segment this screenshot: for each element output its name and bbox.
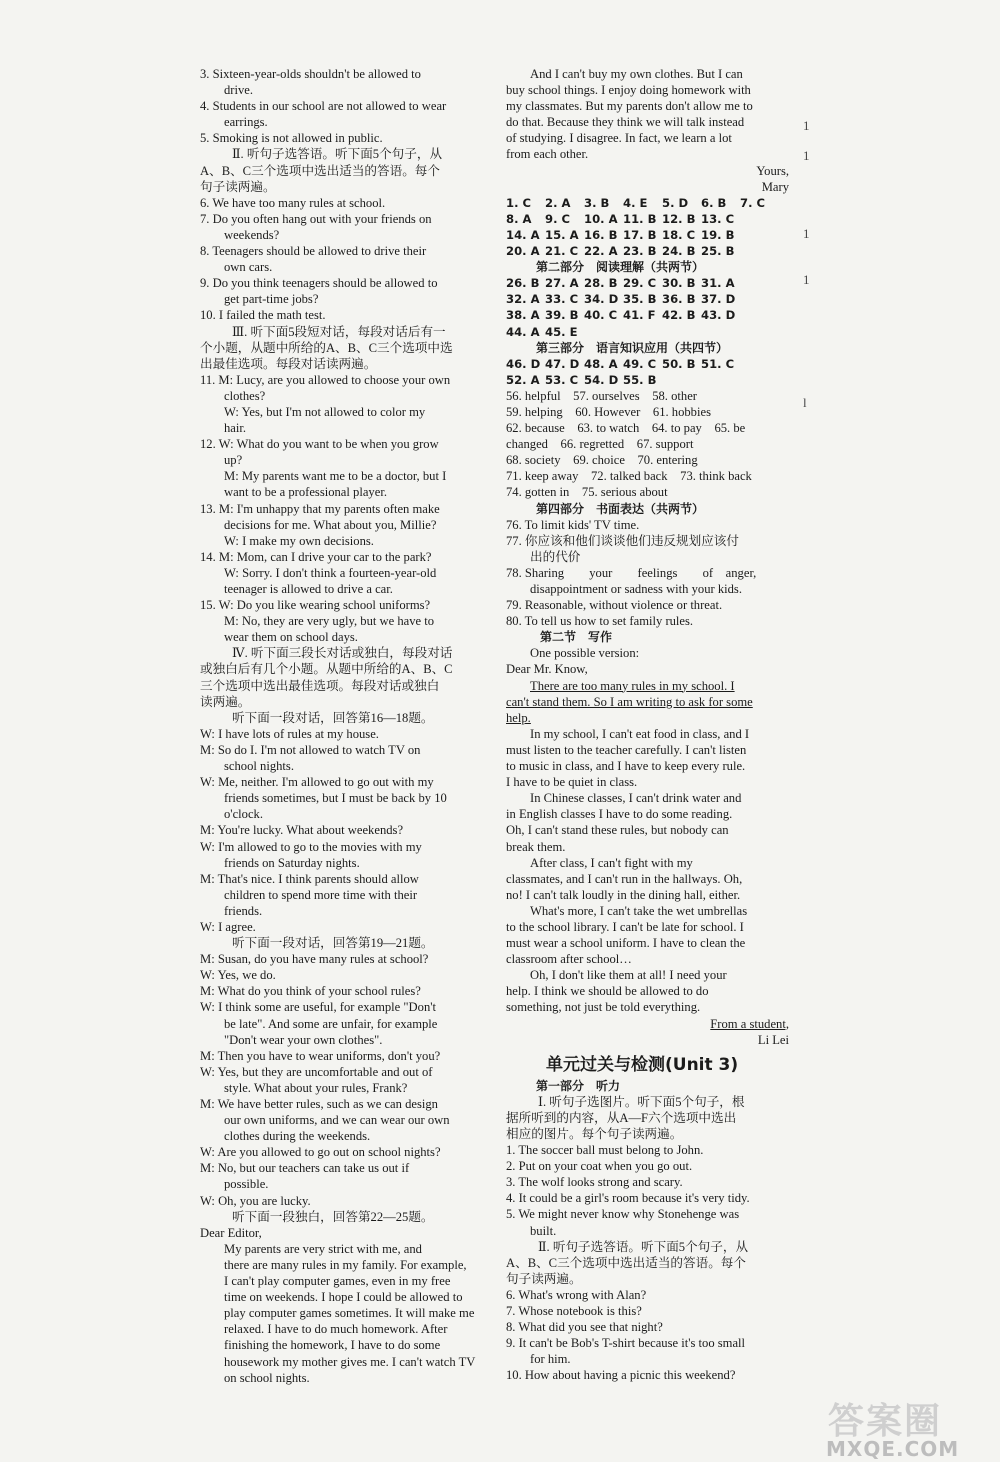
- text-line: W: Oh, you are lucky.: [200, 1193, 311, 1208]
- answer-cell: [740, 211, 779, 227]
- essay-line: I have to be quiet in class.: [506, 775, 638, 790]
- essay-line: must wear a school uniform. I have to clean the: [506, 936, 746, 951]
- text-line: clothes during the weekends.: [224, 1129, 371, 1144]
- answer-cell: 5. D: [662, 195, 689, 210]
- text-line: W: I'm allowed to go to the movies with my: [200, 839, 422, 854]
- text-line: 11. M: Lucy, are you allowed to choose your own: [200, 372, 451, 387]
- text-line: 1. The soccer ball must belong to John.: [506, 1143, 704, 1158]
- text-line: for him.: [530, 1352, 571, 1367]
- text-line: M: That's nice. I think parents should allow: [200, 871, 419, 886]
- answer-cell: 48. A: [584, 356, 618, 371]
- essay-line: in English classes I have to do some reading.: [506, 807, 733, 822]
- text-line: Yours,: [756, 163, 789, 178]
- answer-cell: [740, 372, 779, 388]
- answer-cell: [701, 324, 740, 340]
- answers-part1: [506, 195, 789, 259]
- text-line: o'clock.: [224, 807, 263, 822]
- answer-cell: 14. A: [506, 227, 540, 242]
- text-line: M: Susan, do you have many rules at school?: [200, 952, 429, 967]
- answer-row: [506, 195, 789, 211]
- text-line: M: So do I. I'm not allowed to watch TV on: [200, 742, 421, 757]
- answer-row: [506, 227, 789, 243]
- essay-line: Oh, I can't stand these rules, but nobody can: [506, 823, 729, 838]
- text-line: earrings.: [224, 115, 268, 130]
- essay-line: to the school library. I can't be late for school. I: [506, 919, 744, 934]
- text-line: W: I make my own decisions.: [224, 533, 374, 548]
- text-line: A、B、C三个选项中选出适当的答语。每个: [506, 1255, 746, 1270]
- text-line: friends sometimes, but I must be back by 10: [224, 791, 447, 806]
- answer-cell: 27. A: [545, 276, 579, 291]
- text-line: 6. What's wrong with Alan?: [506, 1287, 647, 1302]
- text-line: teenager is allowed to drive a car.: [224, 582, 393, 596]
- answer-cell: 8. A: [506, 211, 532, 226]
- text-line: Ⅳ. 听下面三段长对话或独白，每段对话: [232, 646, 453, 661]
- text-line: from each other.: [506, 147, 589, 162]
- answer-cell: 15. A: [545, 227, 579, 242]
- answer-cell: 47. D: [545, 356, 580, 371]
- text-line: M: What do you think of your school rules?: [200, 984, 421, 999]
- text-line: 4. Students in our school are not allowed to wear: [200, 99, 447, 114]
- text-line: my classmates. But my parents don't allow me to: [506, 99, 753, 114]
- part3-title: 第三部分 语言知识应用（共四节）: [536, 340, 729, 355]
- text-line: W: I agree.: [200, 919, 256, 934]
- text-line: "Don't wear your own clothes".: [224, 1032, 383, 1047]
- text-line: W: Yes, we do.: [200, 968, 276, 983]
- text-line: up?: [224, 453, 243, 468]
- answer-row: [506, 243, 789, 259]
- answer-row: [506, 324, 789, 340]
- text-line: 8. What did you see that night?: [506, 1320, 663, 1335]
- essay-line: In Chinese classes, I can't drink water and: [530, 791, 742, 806]
- text-line: 4. It could be a girl's room because it's very tidy.: [506, 1191, 750, 1206]
- unit-lines: [506, 1094, 789, 1384]
- answer-cell: 16. B: [584, 227, 618, 242]
- text-line: W: I have lots of rules at my house.: [200, 726, 379, 741]
- text-line: 读两遍。: [200, 694, 251, 709]
- text-line: 10. How about having a picnic this weekend?: [506, 1368, 736, 1383]
- text-line: friends on Saturday nights.: [224, 855, 360, 870]
- text-line: weekends?: [224, 227, 280, 242]
- text-line: 12. W: What do you want to be when you grow: [200, 437, 439, 452]
- text-line: on school nights.: [224, 1370, 310, 1385]
- text-line: housework my mother gives me. I can't watch TV: [224, 1354, 476, 1369]
- answer-cell: 12. B: [662, 211, 696, 226]
- text-line: 听下面一段独白，回答第22—25题。: [232, 1209, 434, 1224]
- page-edge-mark: 1: [803, 226, 810, 241]
- text-line: Ⅱ. 听句子选答语。听下面5个句子，从: [538, 1239, 749, 1254]
- text-line: M: No, they are very ugly, but we have to: [224, 614, 435, 629]
- answer-line: 68. society 69. choice 70. entering: [506, 453, 698, 468]
- answer-row: [506, 291, 789, 307]
- answer-cell: 9. C: [545, 211, 571, 226]
- text-line: school nights.: [224, 759, 294, 774]
- text-line: M: You're lucky. What about weekends?: [200, 823, 404, 838]
- text-line: own cars.: [224, 260, 273, 275]
- answer-cell: [662, 324, 701, 340]
- essay-line: to music in class, and I have to keep every rule.: [506, 759, 746, 774]
- page-edge-mark: 1: [803, 148, 810, 163]
- answer-cell: 23. B: [623, 244, 657, 259]
- text-line: be late". And some are unfair, for example: [224, 1016, 438, 1031]
- answer-cell: 33. C: [545, 292, 579, 307]
- text-line: I can't play computer games, even in my free: [224, 1274, 451, 1289]
- essay-line: classmates, and I can't run in the hallways. Oh,: [506, 871, 743, 886]
- answer-cell: 34. D: [584, 292, 619, 307]
- answer-line: 77. 你应该和他们谈谈他们违反规划应该付: [506, 533, 739, 548]
- essay-line: help. I think we should be allowed to do: [506, 984, 709, 999]
- text-line: 或独白后有几个小题。从题中所给的A、B、C: [200, 662, 453, 677]
- answer-cell: [662, 372, 701, 388]
- essay-line: From a student,: [710, 1016, 789, 1031]
- text-line: 15. W: Do you like wearing school uniforms?: [200, 598, 431, 613]
- text-line: M: We have better rules, such as we can design: [200, 1097, 438, 1111]
- answer-cell: 6. B: [701, 195, 727, 210]
- text-line: there are many rules in my family. For example,: [224, 1257, 467, 1272]
- answer-cell: 53. C: [545, 372, 579, 387]
- text-line: 出最佳选项。每段对话读两遍。: [200, 356, 377, 371]
- answer-cell: 3. B: [584, 195, 610, 210]
- text-line: M: No, but our teachers can take us out if: [200, 1161, 410, 1176]
- answer-cell: 4. E: [623, 195, 648, 210]
- text-line: friends.: [224, 903, 263, 918]
- text-line: W: I think some are useful, for example "Don't: [200, 1000, 437, 1015]
- text-line: A、B、C三个选项中选出适当的答语。每个: [200, 163, 440, 178]
- answer-cell: 29. C: [623, 276, 657, 291]
- text-line: of studying. I disagree. In fact, we learn a lot: [506, 131, 732, 146]
- answer-cell: 46. D: [506, 356, 541, 371]
- answer-cell: 37. D: [701, 292, 736, 307]
- text-line: M: My parents want me to be a doctor, but I: [224, 469, 447, 484]
- answer-cell: 32. A: [506, 292, 540, 307]
- text-line: get part-time jobs?: [224, 292, 319, 307]
- answer-line: 71. keep away 72. talked back 73. think back: [506, 469, 752, 484]
- essay-line: Dear Mr. Know,: [506, 662, 588, 677]
- answer-cell: 2. A: [545, 195, 571, 210]
- text-line: 句子读两遍。: [506, 1271, 582, 1286]
- answer-cell: 1. C: [506, 195, 532, 210]
- answer-cell: 24. B: [662, 244, 696, 259]
- answer-cell: 11. B: [623, 211, 657, 226]
- text-line: 相应的图片。每个句子读两遍。: [506, 1127, 683, 1141]
- answer-cell: 50. B: [662, 356, 696, 371]
- answer-cell: [740, 291, 779, 307]
- text-line: 6. We have too many rules at school.: [200, 195, 386, 210]
- watermark-logo: 答案圈: [828, 1401, 943, 1442]
- essay-line: no! I can't talk loudly in the dining hall, either.: [506, 887, 741, 902]
- answer-cell: 19. B: [701, 227, 735, 242]
- answer-cell: 10. A: [584, 211, 618, 226]
- answer-cell: [701, 372, 740, 388]
- text-line: And I can't buy my own clothes. But I can: [530, 67, 743, 81]
- text-line: My parents are very strict with me, and: [224, 1241, 422, 1256]
- answer-cell: 35. B: [623, 292, 657, 307]
- text-line: 5. We might never know why Stonehenge was: [506, 1207, 740, 1222]
- answer-cell: 22. A: [584, 244, 618, 259]
- essay-line: can't stand them. So I am writing to ask for some: [506, 694, 753, 709]
- text-line: 听下面一段对话，回答第16—18题。: [232, 710, 434, 725]
- essay-line: One possible version:: [530, 646, 640, 661]
- part4-lines: [506, 517, 789, 630]
- page-edge-mark: l: [803, 395, 807, 410]
- part4-title: 第四部分 书面表达（共两节）: [536, 501, 705, 516]
- answer-cell: 13. C: [701, 211, 735, 226]
- unit-title: 单元过关与检测(Unit 3): [546, 1054, 739, 1075]
- answer-cell: 18. C: [662, 227, 696, 242]
- text-line: 三个选项中选出最佳选项。每段对话或独白: [200, 678, 440, 693]
- text-line: 3. Sixteen-year-olds shouldn't be allowed to: [200, 67, 421, 81]
- essay-line: help.: [506, 710, 531, 725]
- answer-row: [506, 356, 789, 372]
- answers-part3: [506, 356, 789, 388]
- answer-line: 出的代价: [530, 549, 581, 564]
- section2-title: 第二节 写作: [540, 630, 613, 645]
- text-line: 9. Do you think teenagers should be allowed to: [200, 276, 438, 291]
- part3-lines: [506, 388, 789, 501]
- answer-cell: 39. B: [545, 308, 579, 323]
- text-line: 8. Teenagers should be allowed to drive their: [200, 244, 427, 259]
- answer-cell: [740, 307, 779, 323]
- answer-line: 74. gotten in 75. serious about: [506, 485, 668, 500]
- text-line: children to spend more time with their: [224, 887, 418, 902]
- page-edge-mark: 1: [803, 118, 810, 133]
- answer-cell: 20. A: [506, 244, 540, 259]
- text-line: clothes?: [224, 388, 266, 403]
- text-line: 14. M: Mom, can I drive your car to the park?: [200, 549, 432, 564]
- watermark-url: MXQE.COM: [826, 1437, 960, 1461]
- answer-line: 62. because 63. to watch 64. to pay 65. be: [506, 421, 746, 436]
- text-line: finishing the homework, I have to do some: [224, 1338, 441, 1353]
- answer-row: [506, 307, 789, 323]
- essay-line: Oh, I don't like them at all! I need your: [530, 968, 727, 983]
- text-line: do that. Because they think we will talk instead: [506, 115, 745, 130]
- text-line: Mary: [761, 179, 789, 194]
- text-line: Dear Editor,: [200, 1225, 262, 1240]
- answers-part2: [506, 275, 789, 339]
- answer-cell: 55. B: [623, 372, 657, 387]
- text-line: W: Sorry. I don't think a fourteen-year-old: [224, 565, 437, 580]
- left-column: [200, 66, 490, 1386]
- answer-line: 79. Reasonable, without violence or threat.: [506, 598, 723, 613]
- essay-line: In my school, I can't eat food in class, and I: [530, 726, 750, 741]
- part2-title: 第二部分 阅读理解（共两节）: [536, 260, 705, 275]
- essay-line: break them.: [506, 839, 566, 854]
- answer-cell: 41. F: [623, 308, 656, 323]
- essay-line: Li Lei: [757, 1032, 789, 1047]
- text-line: our own uniforms, and we can wear our own: [224, 1113, 450, 1128]
- answer-cell: 38. A: [506, 308, 540, 323]
- unit-part1-title: 第一部分 听力: [536, 1078, 621, 1093]
- text-line: 9. It can't be Bob's T-shirt because it's too small: [506, 1336, 746, 1351]
- text-line: W: Me, neither. I'm allowed to go out with my: [200, 775, 434, 790]
- answer-row: [506, 211, 789, 227]
- answer-cell: 45. E: [545, 324, 578, 339]
- text-line: 13. M: I'm unhappy that my parents often make: [200, 501, 440, 516]
- text-line: drive.: [224, 83, 254, 98]
- text-line: 7. Whose notebook is this?: [506, 1304, 642, 1319]
- answer-cell: [740, 356, 779, 372]
- text-line: Ⅰ. 听句子选图片。听下面5个句子，根: [538, 1094, 745, 1109]
- answer-cell: [740, 324, 779, 340]
- answer-cell: 43. D: [701, 308, 736, 323]
- text-line: W: Are you allowed to go out on school nights?: [200, 1145, 441, 1160]
- letter-ending: [506, 66, 789, 195]
- text-line: 听下面一段对话，回答第19—21题。: [232, 936, 434, 951]
- answer-cell: 30. B: [662, 276, 696, 291]
- answer-cell: 36. B: [662, 292, 696, 307]
- answer-cell: 26. B: [506, 276, 540, 291]
- answer-cell: 52. A: [506, 372, 540, 387]
- answer-cell: [584, 324, 623, 340]
- answer-cell: [740, 227, 779, 243]
- text-line: 10. I failed the math test.: [200, 308, 326, 323]
- answer-cell: 25. B: [701, 244, 735, 259]
- text-line: 个小题，从题中所给的A、B、C三个选项中选: [200, 340, 453, 355]
- text-line: hair.: [224, 421, 247, 436]
- answer-line: 76. To limit kids' TV time.: [506, 517, 640, 532]
- answer-row: [506, 275, 789, 291]
- essay: [506, 645, 789, 1047]
- answer-cell: [740, 275, 779, 291]
- answer-cell: [623, 324, 662, 340]
- answer-cell: 17. B: [623, 227, 657, 242]
- answer-cell: 44. A: [506, 324, 540, 339]
- text-line: play computer games sometimes. It will make me: [224, 1306, 475, 1321]
- text-line: wear them on school days.: [224, 630, 358, 645]
- answer-line: 78. Sharing your feelings of anger,: [506, 565, 757, 580]
- page-edge-mark: 1: [803, 272, 810, 287]
- text-line: time on weekends. I hope I could be allowed to: [224, 1290, 463, 1305]
- essay-line: something, not just be told everything.: [506, 1000, 701, 1015]
- text-line: 3. The wolf looks strong and scary.: [506, 1175, 683, 1190]
- essay-line: What's more, I can't take the wet umbrellas: [530, 903, 748, 918]
- answer-cell: 40. C: [584, 308, 618, 323]
- text-line: 7. Do you often hang out with your friends on: [200, 211, 432, 226]
- answer-cell: [740, 243, 779, 259]
- answer-line: disappointment or sadness with your kids.: [530, 582, 742, 596]
- answer-cell: 21. C: [545, 244, 579, 259]
- text-line: possible.: [224, 1177, 269, 1192]
- answer-cell: 42. B: [662, 308, 696, 323]
- text-line: want to be a professional player.: [224, 485, 387, 500]
- text-line: 句子读两遍。: [200, 179, 276, 194]
- essay-line: classroom after school…: [506, 952, 632, 967]
- answer-cell: 7. C: [740, 195, 766, 210]
- text-line: 5. Smoking is not allowed in public.: [200, 131, 383, 146]
- text-line: W: Yes, but they are uncomfortable and out of: [200, 1064, 433, 1079]
- text-line: 据所听到的内容，从A—F六个选项中选出: [506, 1110, 737, 1125]
- answer-line: changed 66. regretted 67. support: [506, 437, 694, 452]
- answer-cell: 49. C: [623, 356, 657, 371]
- text-line: 2. Put on your coat when you go out.: [506, 1159, 693, 1174]
- text-line: relaxed. I have to do much homework. After: [224, 1322, 448, 1337]
- text-line: W: Yes, but I'm not allowed to color my: [224, 404, 426, 419]
- answer-line: 56. helpful 57. ourselves 58. other: [506, 388, 697, 403]
- answer-cell: 31. A: [701, 276, 735, 291]
- text-line: Ⅱ. 听句子选答语。听下面5个句子，从: [232, 147, 443, 162]
- text-line: buy school things. I enjoy doing homework with: [506, 83, 751, 98]
- essay-line: must listen to the teacher carefully. I can't listen: [506, 742, 747, 757]
- answer-cell: 51. C: [701, 356, 735, 371]
- right-column: [506, 66, 789, 1384]
- answer-cell: 28. B: [584, 276, 618, 291]
- text-line: Ⅲ. 听下面5段短对话，每段对话后有一: [232, 324, 446, 339]
- essay-line: After class, I can't fight with my: [530, 855, 693, 870]
- text-line: built.: [530, 1223, 557, 1238]
- essay-line: There are too many rules in my school. I: [530, 678, 735, 693]
- text-line: style. What about your rules, Frank?: [224, 1080, 408, 1095]
- text-line: M: Then you have to wear uniforms, don't you?: [200, 1048, 441, 1063]
- answer-cell: 54. D: [584, 372, 619, 387]
- text-line: decisions for me. What about you, Millie?: [224, 517, 437, 532]
- answer-line: 80. To tell us how to set family rules.: [506, 614, 694, 629]
- answer-line: 59. helping 60. However 61. hobbies: [506, 404, 711, 419]
- answer-row: [506, 372, 789, 388]
